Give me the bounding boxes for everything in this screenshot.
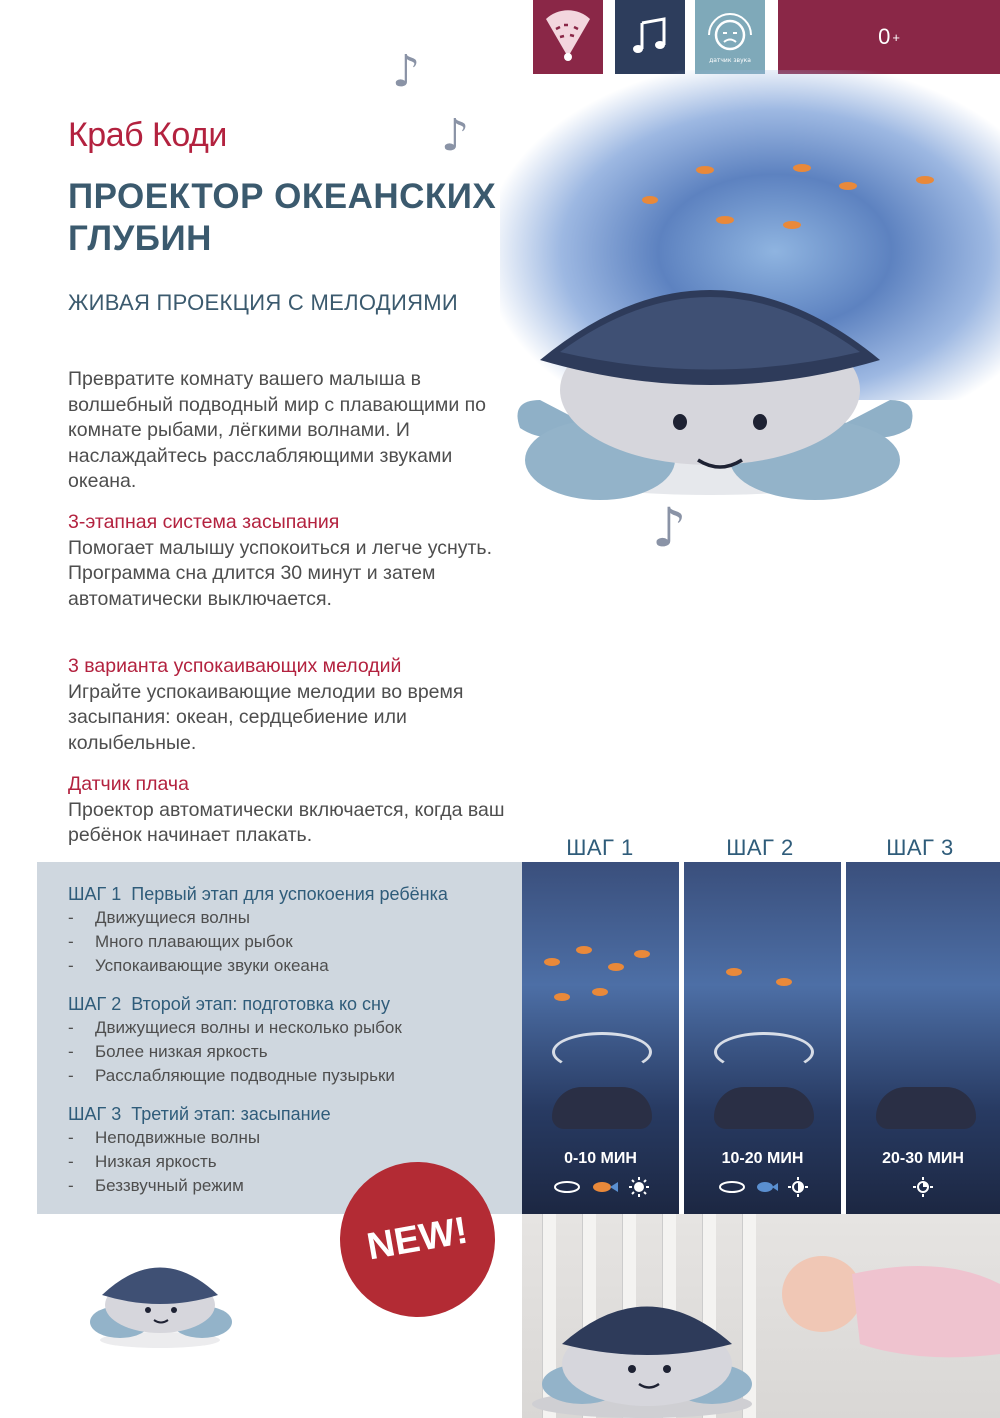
- rotate-icon: [717, 1179, 747, 1195]
- step-heading: [68, 992, 522, 1016]
- steps-panel: [37, 862, 522, 1214]
- sensor-caption: датчик звука: [709, 57, 751, 64]
- crab-silhouette: [552, 1087, 652, 1129]
- list-dash: -: [68, 1066, 74, 1085]
- crab-toy-illustration: [470, 60, 1000, 560]
- step-title: Второй этап: подготовка ко сну: [131, 994, 390, 1014]
- list-dash: -: [68, 1018, 74, 1037]
- phase-image-1: [522, 862, 679, 1214]
- age-plus: +: [892, 29, 900, 45]
- feature-text: Играйте успокаивающие мелодии во время засыпания: океан, сердцебиение или колыбельные.: [68, 680, 464, 754]
- crab-silhouette: [714, 1087, 814, 1129]
- list-dash: -: [68, 1042, 74, 1061]
- list-dash: -: [68, 908, 74, 927]
- feature-cry-sensor: [68, 772, 508, 849]
- list-item: [68, 1064, 522, 1088]
- list-dash: -: [68, 956, 74, 975]
- phase-time: 0-10 МИН: [564, 1150, 637, 1167]
- list-dash: -: [68, 932, 74, 951]
- music-note-icon: ♪: [441, 110, 470, 161]
- list-item: [68, 930, 522, 954]
- step-column-label-1: ШАГ 1: [566, 835, 634, 860]
- step-title: Третий этап: засыпание: [131, 1104, 331, 1124]
- rotate-icon: [552, 1179, 582, 1195]
- phase-image-2: [684, 862, 841, 1214]
- feature-text: Помогает малышу успокоиться и легче уснуть. Программа сна длится 30 минут и затем автоматически выключается.: [68, 536, 493, 610]
- music-note-icon: ♪: [652, 496, 687, 559]
- brightness-low-icon: [912, 1176, 934, 1198]
- step-label: ШАГ 2: [68, 994, 122, 1014]
- list-item: [68, 1016, 522, 1040]
- list-item-text: Успокаивающие звуки океана: [95, 956, 329, 975]
- brightness-high-icon: [628, 1176, 650, 1198]
- feature-title: 3-этапная система засыпания: [68, 511, 340, 533]
- fish-icon: [755, 1179, 779, 1195]
- phase-time: 10-20 МИН: [721, 1150, 804, 1167]
- crying-face-icon: [702, 9, 758, 65]
- crab-toy-thumbnail: [80, 1250, 240, 1350]
- phase-icons: [846, 1176, 1000, 1198]
- new-badge: NEW!: [328, 1150, 508, 1330]
- list-dash: -: [68, 1128, 74, 1147]
- feature-melodies: [68, 654, 508, 756]
- fish-icon: [590, 1179, 620, 1195]
- age-value: 0: [878, 24, 891, 49]
- phase-time: 20-30 МИН: [882, 1150, 964, 1167]
- list-item: [68, 906, 522, 930]
- step-label: ШАГ 1: [68, 884, 122, 904]
- list-item: [68, 1126, 522, 1150]
- list-item: [68, 954, 522, 978]
- fish-projection: [522, 912, 679, 1032]
- intro-paragraph: Превратите комнату вашего малыша в волшебный подводный мир с плавающими по комнате рыбами, лёгкими волнами. И наслаждайтесь расслабляющими звуками океана.: [68, 368, 487, 492]
- list-item-text: Движущиеся волны: [95, 908, 250, 927]
- page-subtitle: ЖИВАЯ ПРОЕКЦИЯ С МЕЛОДИЯМИ: [68, 290, 459, 315]
- projector-icon: [538, 7, 598, 67]
- feature-text: Проектор автоматически включается, когда ваш ребёнок начинает плакать.: [68, 798, 505, 846]
- step-heading: [68, 882, 522, 906]
- music-notes-icon: [628, 15, 672, 59]
- step-column-label-2: ШАГ 2: [726, 835, 794, 860]
- brightness-medium-icon: [787, 1176, 809, 1198]
- phase-icons: [684, 1176, 841, 1198]
- crab-silhouette: [876, 1087, 976, 1129]
- step-heading: [68, 1102, 522, 1126]
- phase-icons: [522, 1176, 679, 1198]
- list-item-text: Более низкая яркость: [95, 1042, 268, 1061]
- list-item-text: Движущиеся волны и несколько рыбок: [95, 1018, 402, 1037]
- step-label: ШАГ 3: [68, 1104, 122, 1124]
- list-item-text: Расслабляющие подводные пузырьки: [95, 1066, 395, 1085]
- feature-title: Датчик плача: [68, 773, 189, 795]
- step-block-2: [68, 992, 522, 1088]
- feature-title: 3 варианта успокаивающих мелодий: [68, 655, 402, 677]
- music-note-icon: ♪: [392, 46, 421, 97]
- list-item-text: Неподвижные волны: [95, 1128, 261, 1147]
- phase-image-3: [846, 862, 1000, 1214]
- list-dash: -: [68, 1152, 74, 1171]
- fish-projection: [684, 912, 841, 1032]
- hero-product-image: [470, 60, 1000, 560]
- step-block-1: [68, 882, 522, 978]
- brand-name: Краб Коди: [68, 116, 227, 154]
- baby-and-crab-illustration: [522, 1214, 1000, 1418]
- step-title: Первый этап для успокоения ребёнка: [131, 884, 448, 904]
- feature-sleep-system: [68, 510, 508, 612]
- list-item-text: Низкая яркость: [95, 1152, 217, 1171]
- list-item-text: Много плавающих рыбок: [95, 932, 293, 951]
- list-dash: -: [68, 1176, 74, 1195]
- rotation-arc: [552, 1032, 652, 1072]
- rotation-arc: [714, 1032, 814, 1072]
- page-title: ПРОЕКТОР ОКЕАНСКИХ ГЛУБИН: [68, 177, 497, 258]
- crib-photo: [522, 1214, 1000, 1418]
- step-column-label-3: ШАГ 3: [886, 835, 954, 860]
- list-item: [68, 1040, 522, 1064]
- list-item-text: Беззвучный режим: [95, 1176, 244, 1195]
